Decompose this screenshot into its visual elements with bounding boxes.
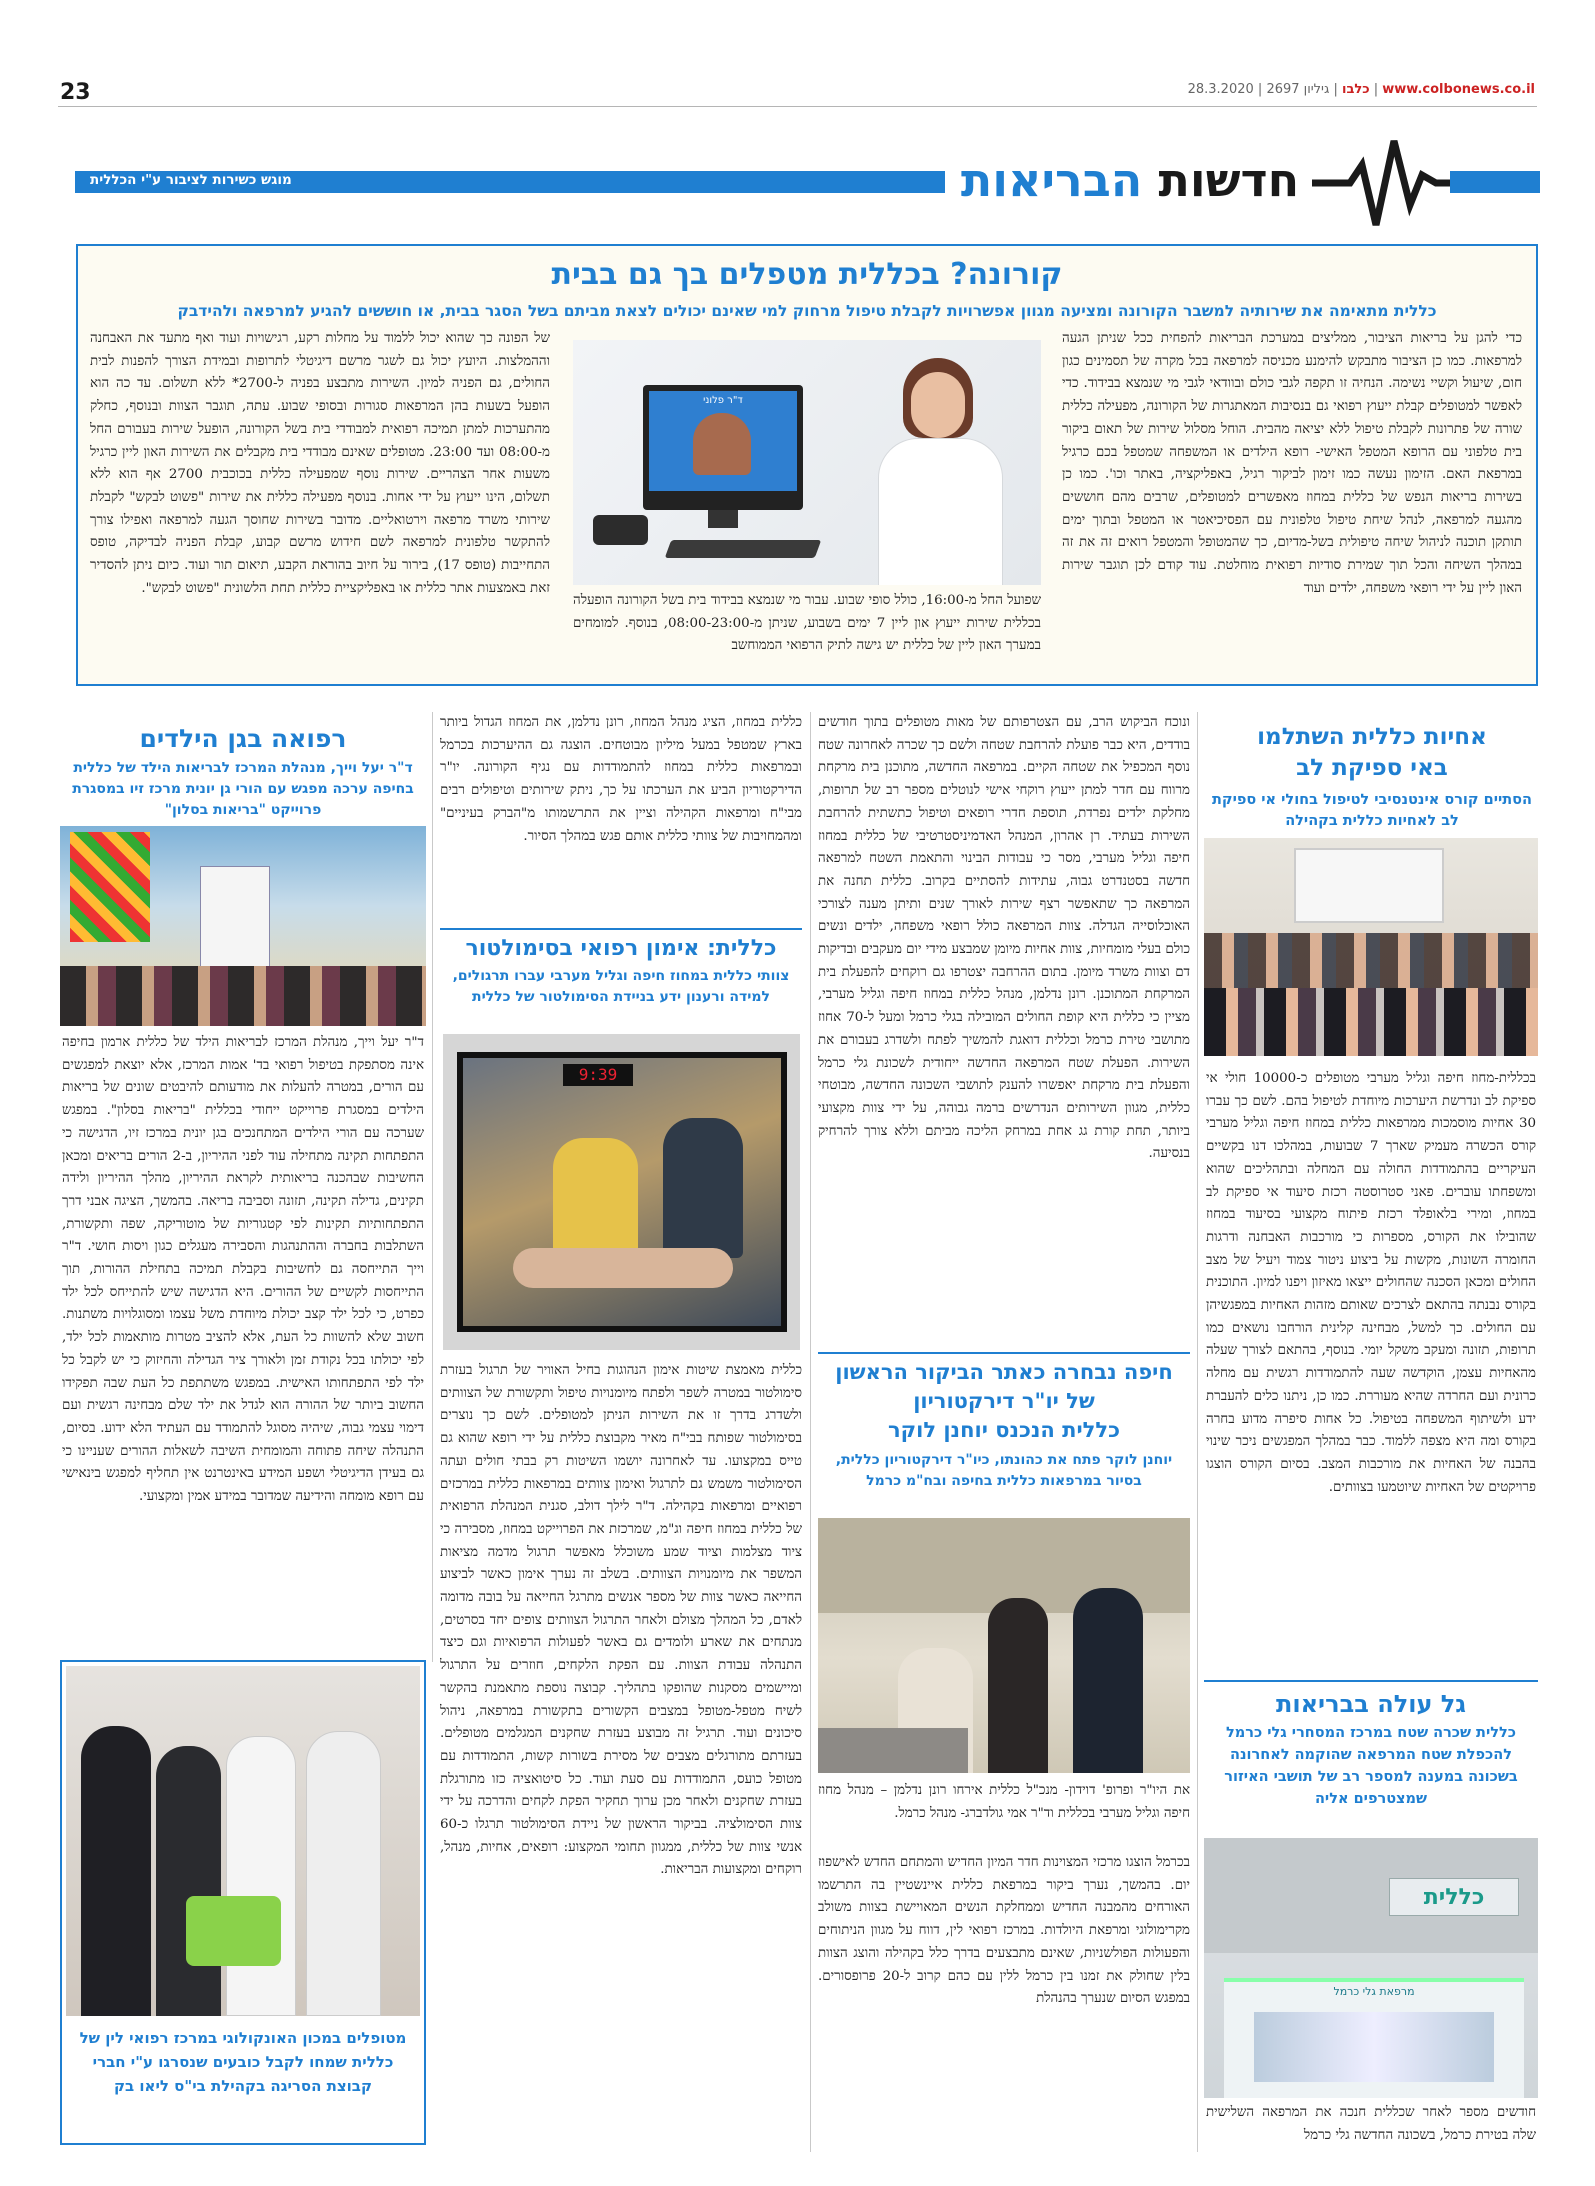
col3-head-rule [440,928,802,930]
doctor-figure [873,350,1003,585]
lead-title: קורונה? בכללית מטפלים בך גם בבית [551,257,1063,292]
group-row-back [1204,933,1538,993]
gift-basket [186,1896,281,1966]
banner-title-part1: חדשות [1158,153,1300,207]
screen-face [693,413,751,475]
banner-title [945,152,1315,212]
separator: | [1373,82,1379,97]
col4-photo-kindergarten [60,826,426,1026]
col1-title-line2: באי ספיקת לב [1296,755,1448,781]
doctor-coat [878,438,1003,585]
col3-text-top: כללית במחוז, הציג מנהל המחוז, רונן נדלמן, את המחוז הגדול ביותר בארץ שמטפל במעל מיליון מבוטחים. הוצגה גם ההיערכות בכרמל ובמרפאות כללית במחוז להתמודדות עם נגיף הקורונה. יו"ר הדירקטוריון הביע את הערכתו על כך, ניתק שירותים וטיפולים רבים מבי"ח ומרפאות הקהילה וציין את התרשמותו מ"הברק בעיניים" ומהמחויבות של צוותי כללית אותם פגש במהלך הסיור. [440,715,802,844]
col3-title: כללית: אימון רפואי בסימולטור [465,936,777,961]
waiting-bench [818,1728,968,1773]
woman-1 [81,1726,151,2016]
col1-photo-nurses [1204,838,1538,1056]
col4-photo-hats [66,1666,420,2016]
clalit-sign [1389,1878,1519,1916]
lead-photo [573,340,1041,585]
projector-screen [1294,848,1444,923]
woman-4 [306,1731,381,2016]
column-rule [1197,712,1198,2152]
monitor-frame [643,385,803,510]
column-rule [432,712,433,1662]
col2-title [818,1358,1190,1445]
col2-title-line2: של יו"ר דירקטוריון [913,1389,1095,1413]
screen-name: ד"ר פלוני [703,395,743,406]
col2-caption: את היו"ר ופרופ' דוידון- מנכ"ל כללית אירחו רונן נדלמן – מנהל מחוז חיפה וגליל מערבי בכללית וד"ר אמי גולדברג- מנהל כרמל. [818,1783,1190,1821]
person-middle [988,1598,1048,1773]
col2-subtitle: יוחנן לוקר פתח את כהונתו, כיו"ר דירקטוריון כללית, בסיור במרפאות כללית בחיפה ובח"מ כרמל [835,1452,1173,1489]
mannequin [513,1248,733,1288]
banner-title-part2: הבריאות [960,153,1143,207]
col2-title-line3: כללית הנכנס יוחנן לוקר [888,1418,1120,1442]
header-rule [58,106,1537,107]
separator: | [1333,82,1338,97]
monitor-stand [708,510,738,528]
tv-frame [457,1052,787,1332]
col1-title [1204,722,1540,784]
col3-text-bottom: כללית מאמצת שיטות אימון הנהוגות בחיל האוויר של תרגול בעזרת סימולטור במטרה לשפר ולפתח מיומנויות טיפול ותקשורת של הצוותים ולשדרג בדרך זו את השירות הניתן למטופלים. לשם כך נוצרים בסימולטור שפותח בבי"ח מאיר מקבוצת כללית על ידי רופא שהוא גם טייס במקצועו. עד לאחרונה יושמו השיטות רק בבתי חולים ועתה הסימולטור משמש גם לתרגול ואימון צוותים במרפאות כללית במרכזים רפואיים ומרפאות בקהילה. ד"ר לילך דולב, סגנית המנהלת הרפואית של כללית במחוז חיפה וג"מ, שמרכזת את הפרוייקט במחוז, מסבירה כי ציוד מצלמות וציוד שמע משוכלל מאפשר תרגול מדמה מציאות המשפר את מיומנויות הצוותים. בשלב זה נערך אימון כאשר לביצוע החייאה כאשר צוות של מספר אנשים מתרגל החייאה על בובה מדומה לאדם, כל המהלך מצולם ולאחר התרגול הצוותים צופים יחד בסרטים, מנתחים את שארע ולומדים גם באשר לפעולות הרפואיות וגם כיצד התנהלה עבודת הצוות. עם הפקת הלקחים, חוזרים על התרגול ומיישמים מסקנות שהופקו בתהליך. קבוצה נוספת מתאמנת בהקשר לשיח מטפל-מטופל במצבים הקשורים בתקשורת במרפאה, ניהול סיכונים ועוד. תרגיל זה מבוצע בעזרת שחקנים המגלמים מטופלים. בעזרתם מתורגלים מצבים של מסירת בשורות קשות, התמודדות עם מטופל כועס, התמודדות עם סעת ועוד. כל סיטואציה כזו מתורגלת בעזרת שחקנים ולאחר מכן ערוך תחקיר הפקת לקחים והדרכה על ידי צוות הסימולציה. בביקור הראשון של ניידת הסימולטור תרגלו כ-60 אנשי צוות של כללית, ממגוון תחומי המקצוע: רופאים, אחיות, מנהל, רוקחים ומקצועות הבריאות. [440,1363,802,1878]
monitor-screen [649,391,797,491]
trainee-doctor [663,1118,743,1258]
page-number: 23 [60,80,91,105]
col3-subtitle: צוותי כללית במחוז חיפה וגליל מערבי עברו תרגולים, למידה ורענון ידע בניידת הסימולטור של כללית [452,968,790,1005]
clinic-entrance [1224,1978,1524,2098]
col1-text: בכללית-מחוז חיפה וגליל מערבי מטופלים כ-10000 חולי אי ספיקת לב ונדרשת היערכות מיוחדת לטיפול בהם. לשם כך עברו 30 אחיות מוסמכות ממרפאות כללית במחוז חיפה וגליל מערבי קורס הכשרה מעמיק שארך 7 שבועות, במהלכו דנו בקשיים העיקריים בהתמודדות החולה עם המחלה ובתהליכים שהוא ומשפחתו עוברים. פאני סטרוסטה רכזת סיעוד אי ספיקת לב במחוז, ומירי בלאופלד רכזת פיתוח מקצועי בסיעוד במחוז שהובילו את הקורס, מספרות כי מורכבות האבחנה ודרגות החומרה השונות, מקשות על ביצוע ניטור צמוד ויעיל של מצב החולים ומכאן הסכנה שהחולים ייצאו מאיזון ויפנו למיון. התוכנית בקורס נבנתה בהתאם לצרכים שאותם מזהות האחיות במפגשיהן עם החולים. כך למשל, מבחינה קלינית הורחבו נושאים כמו תרופות, תזונה ומעקב משקל יומי. בנוסף, בהתאם לצורך שעלה מהאחיות עצמן, הוקדשה שעה להתמודדות רגשית עם מחלה כרונית ועם החרדה שהיא מעוררת. כמו כן, ניתנו כלים להעברת ידע ולשיתוף המשפחה בטיפול. כל אחות סיפרה מדוע בחרה בקורס ומה היא מצפה ללמוד. כבר במהלך המפגשים ניכר שינוי בהבנה של האחיות את מורכבות המצב. בסיום הקורס הוצגו פרויקטים של האחיות שיוטמעו בצוותים. [1206,1071,1536,1495]
heartbeat-icon [1310,135,1540,230]
group-row-front [1204,988,1538,1056]
person-right [1073,1588,1143,1773]
col3-photo-simulator [443,1034,800,1350]
parents-seated [60,966,426,1026]
col2-head-rule [818,1352,1190,1354]
lead-column-right: כדי להגן על בריאות הציבור, ממליצים במערכת הבריאות להפחית ככל שניתן הגעה למרפאות. כמו כן הציבור מתבקש להימנע מכניסה למרפאה בכל מקרה של תסמינים כגון חום, שיעול וקשיי נשימה. הנחיה זו תקפה לגבי כולם ובוודאי לגבי מי שנמצא בבידוד. כדי לאפשר למטופלים קבלת ייעוץ רפואי גם בנסיבות המאתגרות של הקורונה, מפעילה כללית שורה של פתרונות לקבלת טיפול ללא יציאה מהבית. הוחל מסלול שירות של תאום ביקור בית טלפוני עם הרופא המטפל האישי- רופא הילדים או המשפחה שמטפל בכם כרגיל במרפאת האם. הזימון נעשה כמו זימון לביקור רגיל, באפליקציה, באתר וכו'. כמו כן בשירות בריאות הנפש של כללית במחוז מאפשרים למטופלים, שרבים מהם חוששים מהגעה למרפאה, לנהל שיחת טיפול טלפונית עם הפסיכיאטר או המטפל ובתוך ימים תותקן תוכנה לניהול שיחה טיפולית בשל-מדיום, כך שהמטופל והמטפל רואים זה את זה במהלך השיחה והכל תוך שמירת סודיות רפואית מוחלטת. עוד קודם לכן תוגבר שירות האון ליין על ידי רופאי משפחה, ילדים ועוד [1062,331,1522,596]
separator: | [1257,82,1263,97]
col1b-title: גל עולה בבריאות [1275,1690,1467,1718]
wall-decoration [70,832,150,942]
trainee-nurse [553,1138,638,1258]
col4-hats-caption: מטופלים במכון האונקולוגי במרכז רפואי לין של כללית שמחו לקבל כובעים שנסרגו ע"י חברי קבוצת הסריגה בקהילת בי"ס ליאו בק [79,2029,407,2095]
masthead-strip [1188,82,1535,97]
woman-2 [156,1746,221,2016]
col1b-photo-building [1204,1838,1538,2098]
desk-phone [593,515,648,545]
col2-title-line1: חיפה נבחרה כאתר הביקור הראשון [835,1360,1173,1384]
col4-subtitle: ד"ר יעל וייך, מנהלת המרכז לבריאות הילד של כללית בחיפה ערכה מפגש עם הורי גן יונית מרכז זיו במסגרת פרוייקט "בריאות בסלון" [72,760,414,818]
issue-date: 28.3.2020 [1187,82,1254,97]
col1b-top-rule [1204,1680,1538,1682]
wall-clock: 9:39 [563,1064,633,1086]
clalit-sign-text: כללית [1423,1885,1485,1910]
woman-3 [226,1736,296,2016]
col1-subtitle: הסתיים קורס אינטנסיבי לטיפול בחולי אי ספיקת לב לאחיות כללית בקהילה [1211,792,1532,829]
lead-column-left: של הפונה כך שהוא יכול ללמוד על מחלות רקע, רגישויות ועוד ואף מתעד את האבחנה וההמלצות. היועץ יכול גם לשגר מרשם דיגיטלי לתרופות ובמידת הצורך להפנות לבית החולים, גם הפניה למיון. השירות מתבצע בפניה ל-2700* ללא תשלום. עד כה הוא הופעל בשעות בהן המרפאות סגורות ובסופי שבוע. עתה, תוגבר הצוות ובנוסף, כחלק מהתערכות למתן תמיכה רפואית למבודדי בית בשל הקורונה, הופעל שירות בעבורם החל מ-08:00 ועד 23:00. מטופלים שאינם מבודדי בית מקבלים את השירות האון ליין כרגיל משעות אחר הצהריים. שירות נוסף שמפעילה כללית בכוכבית 2700 אף הוא ללא תשלום, הינו ייעוץ על ידי אחות. בנוסף מפעילה כללית את שירות "פשוט לבקש" לקבלת שירותי משרד מרפאה וירטואליים. מדובר בשירות שחוסך הגעה למרפאה ואפילו צורך להתקשר טלפונית למרפאה לשם חידוש מרשם קבוע, קבלת הפניה לבדיקה, טופס התחייבות (טופס 17), בירור על חיוב בהוראת הקבע, תיאום תור ועוד. כיום ניתן להסדיר זאת באמצעות אתר כללית או באפליקציית כללית תחת הלשונית "פשוט לבקש". [90,331,550,596]
tv-screen [463,1058,781,1326]
entrance-glass [1254,2012,1494,2082]
col4-title: רפואה בגן הילדים [139,724,347,753]
doctor-face [911,372,965,438]
col1-title-line1: אחיות כללית השתלמו [1257,724,1487,750]
brand-name: כלבו [1341,82,1370,97]
col2-text-bottom: בכרמל הוצגו מרכזי המצוינות חדר המיון החדיש והמתחם החדש לאישפוז יום. בהמשך, נערך ביקור במרפאת כללית איינשטיין בה התרשמו האורחים מהמבנה החדיש וממחלקת הנשים המאויישת בצוות משולב מקרימולוגי ומרפאת היולדות. במרכז רפואי לין, דווח על מגוון הניתוחים והפעולות הפולשניות, שאינם מתבצעים בדרך כלל בקהילה והוצג הצוות בלין שחולק את זמנו בין כרמל ללין עם כהם קרוב ל-20 פרופסורים. במפגש הסיום שנערך בהנהלת [818,1855,1190,2007]
col4-text: ד"ר יעל וייך, מנהלת המרכז לבריאות הילד של כללית ארמון בחיפה אינה מסתפקת בטיפול רפואי בד' אמות המרכז, אלא יוצאת למפגשים עם הורים, במטרה להעלות את מודעותם להיבטים שונים של בריאות הילדים במסגרת פרוייקט ייחודי בכללית "בריאות בסלון". במפגש שערכה עם הורי הילדים המתחנכים בגן יונית במרכז זיו, הדגישה כי התפתחות תקינה מתחילה עוד לפני ההיריון, ב-2 הורים בריאים ומכאן החשיבות שבהכנה בריאותית לקראת ההיריון, מהלך ההיריון ולידה תקינים, גדילה תקינה, תזונה וסביבה בריאה. בהמשך, הציגה אבני דרך התפתחותיות תקינות לפי קטגוריות של מוטוריקה, שפה ותקשורת, השתלבות בחברה וההתנהגות והסבירה מעגלים כגון ויסות חושי. ד"ר וייך התייחסה גם לחשיבות בקבלת תמיכה בתחילת ההורות, תוך התייחסות לקשיים של ההורים. היא הדגישה שיש להתייחס לכל ילד כפרט, כי לכל ילד קצב יכולת מיוחדת משל עצמו ומסוגלויות משתנות. חשוב שלא להשוות כל העת, אלא להציב מטרות מותאמות לכל ילד, לפי יכולתו בכל נקודת זמן ולאורך ציר הגדילה והחיזוק כי יש לקבל כל ילד לפי התפתחותו האישית. במפגש משתתפת כל העת שבה תפקידו החשוב ביותר של ההורה הוא לגדל את ילד שלם מבחינה רגשית ועם דימוי עצמי גבוה, שיהיה מסוגל להתמודד עם העתיד הלא ידוע. בסיום, התנהלה שיחה פתוחה והמומחית השיבה לשאלות ההורים שעניינו כי גם בעידן הדיגיטלי ושפע המידע באינטרנט אין תחליף למפגש בינאישי עם רופא מומחה והידיעה שמדובר במידע אמין ומקצועי. [62,1035,424,1505]
issue-number: גיליון 2697 [1266,82,1330,97]
sponsor-text: מוגש כשירות לציבור ע"י הכללית [90,172,292,188]
column-rule [810,712,811,2152]
site-link[interactable]: www.colbonews.co.il [1382,82,1535,97]
clinic-sign-text: מרפאת גלי כרמל [1333,1985,1415,1998]
keyboard [665,540,822,558]
col2-photo-visit [818,1518,1190,1773]
col1b-subtitle: כללית שכרה שטח במרכז המסחרי גלי כרמל להכפלת שטח המרפאה שהוקמה לאחרונה בשכונה במענה למספר רב של תושבי האיזור שמצטרפים אליה [1224,1725,1518,1807]
col1b-text: חודשים מספר לאחר שכללית חנכה את המרפאה השלישית שלה בטירת כרמל, בשכונה החדשה גלי כרמל [1206,2105,1536,2143]
lead-photo-caption: שפועל החל מ-16:00, כולל סופי שבוע. עבור מי שנמצא בבידוד בית בשל הקורונה הופעלה בכללית שירות ייעוץ און ליין 7 ימים בשבוע, שניתן מ-08:00-23:00, בנוסף. למומחים במערך האון ליין של כללית יש גישה לתיק הרפואי הממוחשב [573,593,1041,654]
lead-subtitle: כללית מתאימה את שירותיה למשבר הקורונה ומציעה מגוון אפשרויות לקבלת טיפול מרחוק למי שאינם יכולים לצאת מביתם בשל הסגר בבית, או חוששים להגיע למרפאה ולהידבק [177,302,1437,320]
col2-text-top: ונוכח הביקוש הרב, עם הצטרפותם של מאות מטופלים בתוך חודשים בודדים, היא כבר פועלת להרחבת שטחה ולשם כך שכרה לאחרונה שטח נוסף המכפיל את שטחה הקיים. במרפאה החדשה, מתוכנן בית מרקחת מרווח עם חדר למתן ייעוץ רוקחי אישי לנוטלים מספר רב של תרופות, מחלקת ילדים נפרדת, תוספת חדרי רופאים וטיפול כתשתית להרחבת השירות בעתיד. רן אהרון, המנהל האדמיניסטרטיבי של כללית במחוז חיפה וגליל מערבי, מסר כי עבודות הבינוי והתאמת השטח למרפאה חדשה בסטנדרט גבוה, עתידות להסתיים בקרוב. כללית תחנה את המרפאה כך שתאפשר רצף שירות לאורך שנים ותיתן מענה לצורכי האוכלוסייה הגדלה. צוות המרפאה כולל רופאי משפחה, ילדים ונשים כולם בעלי מומחיות, צוות אחיות מיומן שמבצע מידי יום מעקבים ובדיקות דם וצוות משרד מיומן. בתום ההרחבה יצטרפו גם רוקחים להפעלת בית המרקחת המתוכנן. רונן נדלמן, מנהל כללית במחוז חיפה וגליל מערבי, מציין כי כללית היא קופת החולים המובילה בגלי כרמל ומעל ל-70 אחוז מתושבי טירת כרמל וכללית דואגת להמשיך לפתח ולשדרג בעבורם את השירות. הפעלת שטח המרפאה החדשה ייחודית לשכונת גלי כרמל והפעלת בית מרקחת יאפשרו להענק לתושבי השכונה החדשה, מבוטחי כללית, מגוון השירותים הנדרשים ברמה גבוהה, על ידי צוות מקצועי ביותר, תחת קורת גג אחת במרחק הליכה מביתם וללא צורך להרחיק בנסיעה. [818,715,1190,1162]
